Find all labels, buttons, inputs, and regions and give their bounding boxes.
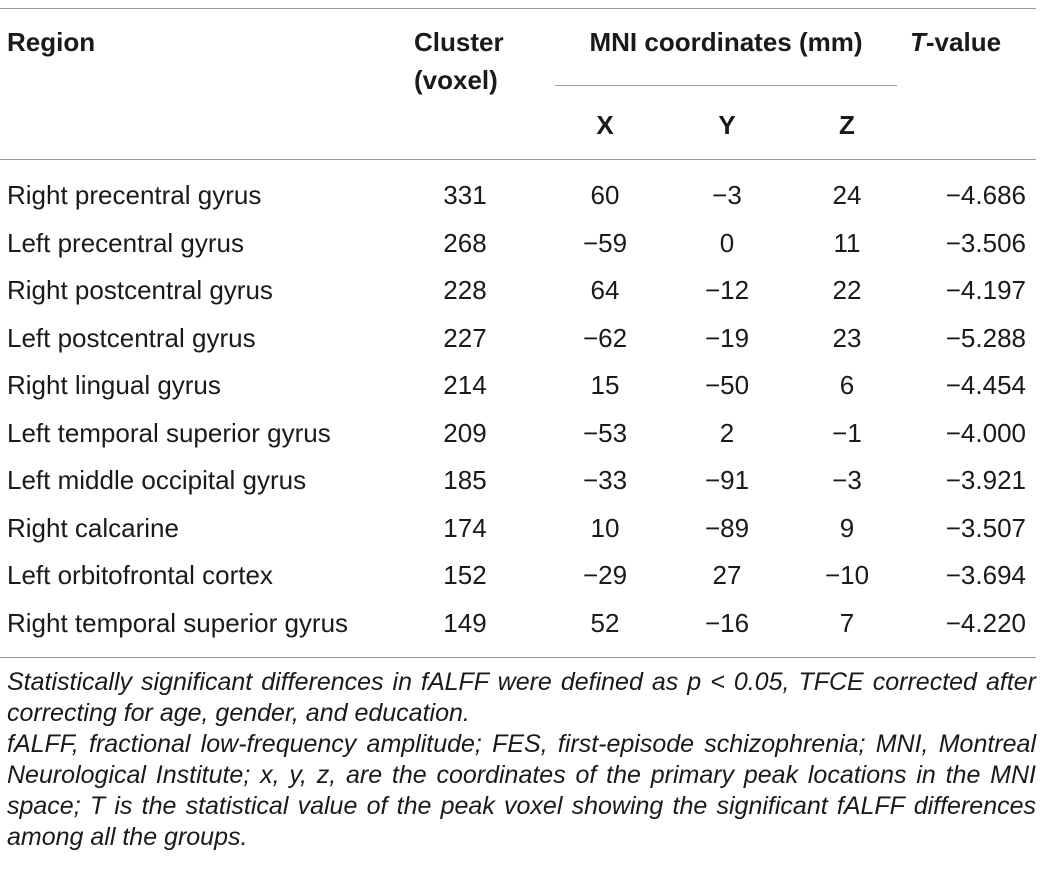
table-row <box>0 363 1036 411</box>
table-row <box>0 173 1036 221</box>
header-mni-coordinates: MNI coordinates (mm) <box>589 27 863 57</box>
cell-x: −33 <box>582 465 628 495</box>
cell-t-value: −4.000 <box>945 417 1026 448</box>
cell-region: Right lingual gyrus <box>7 370 221 400</box>
header-cluster-line1: Cluster <box>414 27 504 57</box>
cell-t-value: −4.197 <box>945 275 1026 305</box>
cell-cluster: 214 <box>443 370 487 400</box>
cell-t-value: −3.694 <box>945 560 1026 590</box>
cell-cluster: 152 <box>443 560 487 590</box>
header-y: Y <box>718 110 736 140</box>
cell-t-value: −4.454 <box>945 370 1026 400</box>
cell-x: 60 <box>590 180 620 210</box>
cell-y: −50 <box>704 370 750 400</box>
cell-y: 27 <box>712 560 742 590</box>
cell-x: −62 <box>582 322 628 353</box>
cell-cluster: 209 <box>443 417 487 448</box>
table-row <box>0 506 1036 554</box>
cell-cluster: 228 <box>443 275 487 305</box>
cell-z: 24 <box>832 180 862 210</box>
cell-z: −1 <box>832 417 862 448</box>
cell-x: −53 <box>582 417 628 448</box>
header-region: Region <box>7 27 96 57</box>
table-row <box>0 411 1036 459</box>
cell-z: 6 <box>839 370 855 400</box>
cell-x: 10 <box>590 512 620 543</box>
cell-x: 64 <box>590 275 620 305</box>
header-z: Z <box>839 110 855 140</box>
cell-region: Left temporal superior gyrus <box>7 417 331 448</box>
cell-region: Right postcentral gyrus <box>7 275 273 305</box>
cell-region: Right calcarine <box>7 512 179 543</box>
cell-cluster: 268 <box>443 227 487 258</box>
cell-y: −3 <box>712 180 742 210</box>
cell-x: −59 <box>582 227 628 258</box>
cell-t-value: −5.288 <box>945 322 1026 353</box>
header-cluster <box>414 23 516 99</box>
cell-y: −12 <box>704 275 750 305</box>
cell-t-value: −3.507 <box>945 512 1026 543</box>
table-bottom-rule <box>0 657 1036 658</box>
cell-z: 9 <box>839 512 855 543</box>
cell-x: 52 <box>590 607 620 638</box>
cell-region: Left middle occipital gyrus <box>7 465 307 495</box>
mni-spanner-rule <box>555 85 897 86</box>
cell-region: Left orbitofrontal cortex <box>7 560 273 590</box>
table-row <box>0 268 1036 316</box>
cell-y: 2 <box>719 417 735 448</box>
table-row <box>0 316 1036 364</box>
header-x: X <box>596 110 614 140</box>
cell-region: Right precentral gyrus <box>7 180 262 210</box>
footnote-abbreviations: fALFF, fractional low-frequency amplitude; FES, first-episode schizophrenia; MNI, Montreal Neurological Institute; x, y, z, are the coordinates of the primary peak locations in the MNI space; T is the statistical value of the peak voxel showing the significant fALFF differences among all the groups. <box>7 730 1036 851</box>
cell-x: 15 <box>590 370 620 400</box>
header-t-italic: T <box>910 27 926 57</box>
cell-t-value: −4.220 <box>945 607 1026 638</box>
cell-cluster: 185 <box>443 465 487 495</box>
cell-cluster: 227 <box>443 322 487 353</box>
cell-t-value: −3.506 <box>945 227 1026 258</box>
cell-y: 0 <box>719 227 735 258</box>
cell-region: Left precentral gyrus <box>7 227 245 258</box>
cell-y: −91 <box>704 465 750 495</box>
table-footnotes <box>7 667 1036 853</box>
cell-region: Right temporal superior gyrus <box>7 607 349 638</box>
table-row <box>0 553 1036 601</box>
table-row <box>0 601 1036 649</box>
cell-y: −16 <box>704 607 750 638</box>
cell-t-value: −3.921 <box>945 465 1026 495</box>
table-row <box>0 221 1036 269</box>
cell-z: 11 <box>833 227 861 258</box>
header-t-rest: -value <box>925 27 1002 57</box>
header-cluster-line2: (voxel) <box>414 65 498 95</box>
cell-region: Left postcentral gyrus <box>7 322 256 353</box>
cell-cluster: 149 <box>443 607 487 638</box>
cell-z: 7 <box>839 607 855 638</box>
table-row <box>0 458 1036 506</box>
footnote-significance: Statistically significant differences in fALFF were defined as p < 0.05, TFCE corrected after correcting for age, gender, and education. <box>7 668 1036 727</box>
cell-z: 22 <box>832 275 862 305</box>
cell-z: 23 <box>832 322 862 353</box>
header-t-value <box>910 23 1001 61</box>
table-body <box>0 173 1036 648</box>
cell-z: −10 <box>824 560 870 590</box>
cell-cluster: 174 <box>443 512 487 543</box>
cell-cluster: 331 <box>443 180 487 210</box>
table-header-rule <box>0 159 1036 160</box>
cell-y: −89 <box>704 512 750 543</box>
cell-t-value: −4.686 <box>945 180 1026 210</box>
cell-x: −29 <box>582 560 628 590</box>
cell-z: −3 <box>832 465 862 495</box>
cell-y: −19 <box>704 322 750 353</box>
table-top-rule <box>0 8 1036 9</box>
